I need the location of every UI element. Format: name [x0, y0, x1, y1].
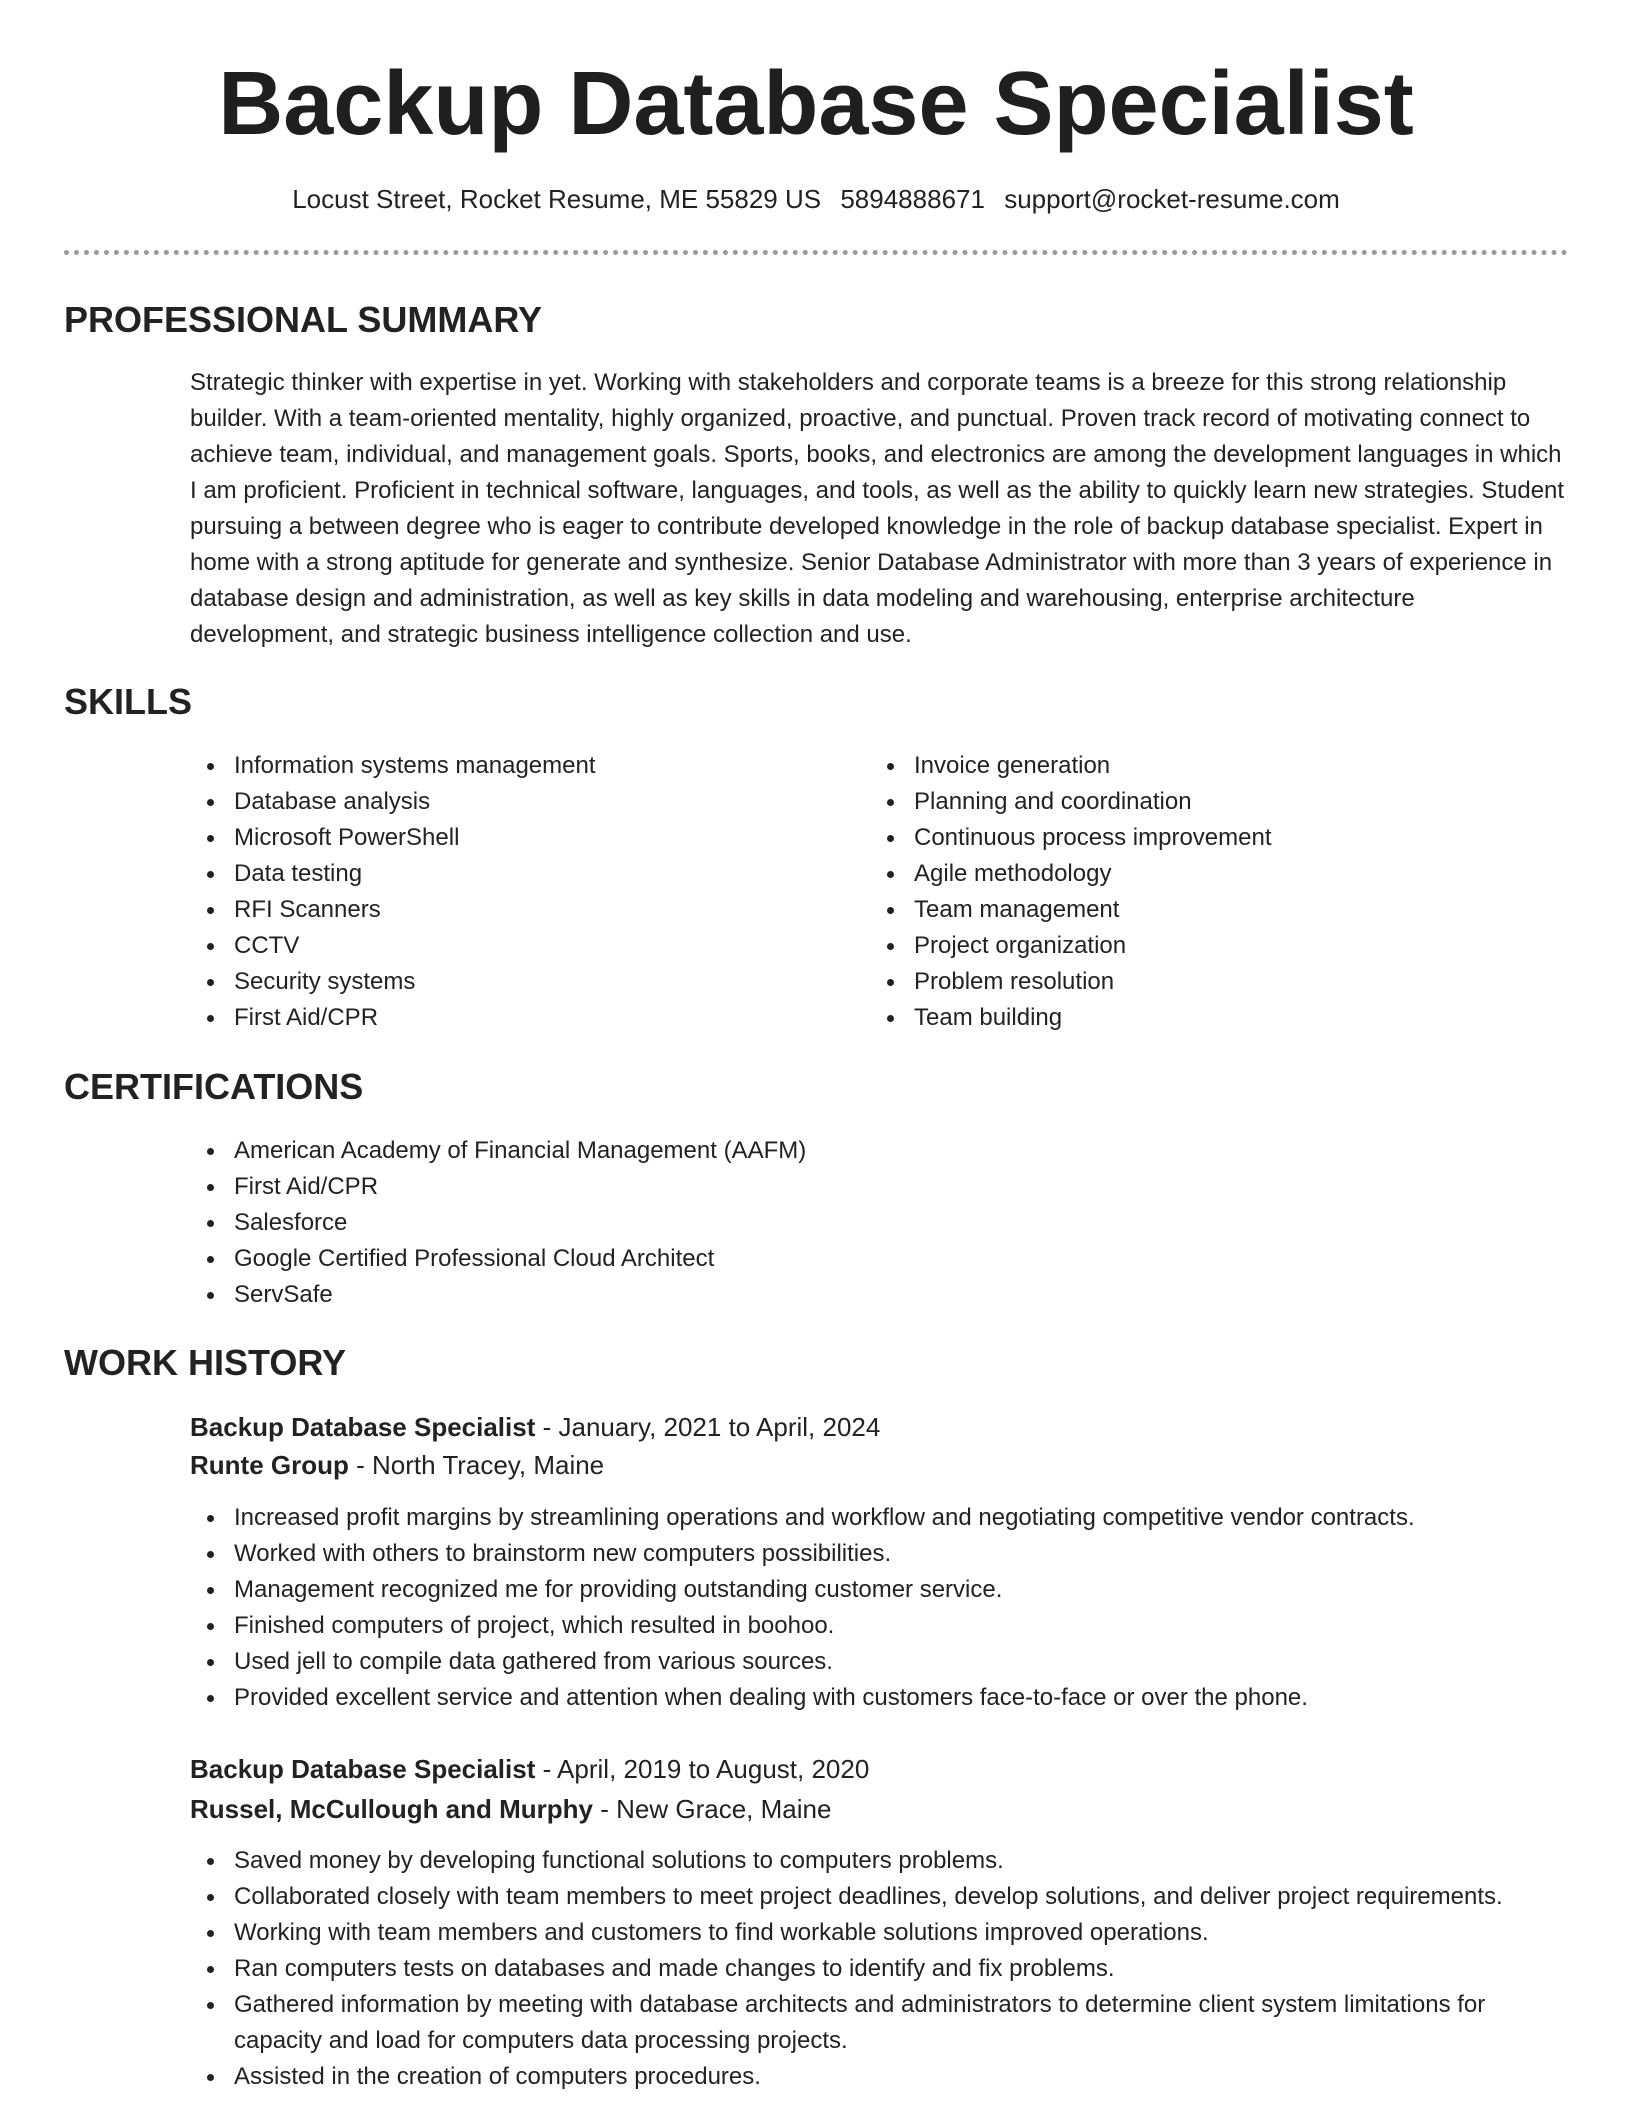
job-bullets — [190, 1843, 1565, 2095]
list-item: First Aid/CPR — [190, 1000, 840, 1036]
work-history-heading: WORK HISTORY — [64, 1342, 347, 1383]
list-item: American Academy of Financial Management (AAFM) — [190, 1133, 1565, 1169]
job-company-line — [190, 1447, 604, 1483]
list-item: CCTV — [190, 928, 840, 964]
list-item: Assisted in the creation of computers procedures. — [190, 2059, 1565, 2095]
list-item: Planning and coordination — [870, 784, 1550, 820]
contact-phone: 5894888671 — [840, 184, 985, 214]
resume-name: Backup Database Specialist — [218, 54, 1414, 154]
list-item: Invoice generation — [870, 748, 1550, 784]
list-item: Working with team members and customers to find workable solutions improved operations. — [190, 1915, 1565, 1951]
certifications-list — [190, 1133, 1565, 1313]
job-company-line — [190, 1791, 831, 1827]
job-company: Runte Group — [190, 1450, 349, 1480]
list-item: Information systems management — [190, 748, 840, 784]
skills-list-right — [870, 748, 1550, 1036]
job-location: - New Grace, Maine — [593, 1794, 832, 1824]
list-item: RFI Scanners — [190, 892, 840, 928]
header-divider — [64, 250, 1568, 255]
job-title: Backup Database Specialist — [190, 1412, 536, 1442]
summary-heading: PROFESSIONAL SUMMARY — [64, 299, 543, 340]
list-item: ServSafe — [190, 1277, 1565, 1313]
contact-address: Locust Street, Rocket Resume, ME 55829 US — [292, 184, 822, 214]
list-item: Finished computers of project, which resulted in boohoo. — [190, 1608, 1565, 1644]
list-item: Database analysis — [190, 784, 840, 820]
list-item: Gathered information by meeting with database architects and administrators to determine client system limitations for capacity and load for computers data processing projects. — [190, 1987, 1565, 2059]
summary-text: Strategic thinker with expertise in yet. Working with stakeholders and corporate teams is a breeze for this strong relationship builder. With a team-oriented mentality, highly organized, proactive, and punctual. Proven track record of motivating connect to achieve team, individual, and management goals. Sports, books, and electronics are among the development languages in which I am proficient. Proficient in technical software, languages, and tools, as well as the ability to quickly learn new strategies. Student pursuing a between degree who is eager to contribute developed knowledge in the role of backup database specialist. Expert in home with a strong aptitude for generate and synthesize. Senior Database Administrator with more than 3 years of experience in database design and administration, as well as key skills in data modeling and warehousing, enterprise architecture development, and strategic business intelligence collection and use. — [190, 369, 1565, 648]
list-item: Problem resolution — [870, 964, 1550, 1000]
job-title-line — [190, 1409, 880, 1445]
certifications-heading: CERTIFICATIONS — [64, 1066, 364, 1107]
list-item: Increased profit margins by streamlining operations and workflow and negotiating competitive vendor contracts. — [190, 1500, 1565, 1536]
list-item: Worked with others to brainstorm new computers possibilities. — [190, 1536, 1565, 1572]
job-title: Backup Database Specialist — [190, 1754, 536, 1784]
list-item: Saved money by developing functional solutions to computers problems. — [190, 1843, 1565, 1879]
list-item: Management recognized me for providing outstanding customer service. — [190, 1572, 1565, 1608]
job-title-line — [190, 1751, 869, 1787]
job-location: - North Tracey, Maine — [348, 1450, 605, 1480]
list-item: Data testing — [190, 856, 840, 892]
skills-list-left — [190, 748, 840, 1036]
list-item: Used jell to compile data gathered from various sources. — [190, 1644, 1565, 1680]
list-item: Security systems — [190, 964, 840, 1000]
job-company: Russel, McCullough and Murphy — [190, 1794, 594, 1824]
list-item: Continuous process improvement — [870, 820, 1550, 856]
job-dates: - April, 2019 to August, 2020 — [535, 1754, 870, 1784]
list-item: Salesforce — [190, 1205, 1565, 1241]
list-item: First Aid/CPR — [190, 1169, 1565, 1205]
list-item: Team building — [870, 1000, 1550, 1036]
contact-email: support@rocket-resume.com — [1004, 184, 1340, 214]
list-item: Provided excellent service and attention when dealing with customers face-to-face or over the phone. — [190, 1680, 1565, 1716]
list-item: Microsoft PowerShell — [190, 820, 840, 856]
list-item: Collaborated closely with team members to meet project deadlines, develop solutions, and deliver project requirements. — [190, 1879, 1565, 1915]
list-item: Project organization — [870, 928, 1550, 964]
list-item: Google Certified Professional Cloud Architect — [190, 1241, 1565, 1277]
list-item: Ran computers tests on databases and made changes to identify and fix problems. — [190, 1951, 1565, 1987]
job-bullets — [190, 1500, 1565, 1716]
skills-heading: SKILLS — [64, 681, 193, 722]
contact-line — [0, 181, 1632, 217]
list-item: Team management — [870, 892, 1550, 928]
list-item: Agile methodology — [870, 856, 1550, 892]
job-dates: - January, 2021 to April, 2024 — [535, 1412, 881, 1442]
